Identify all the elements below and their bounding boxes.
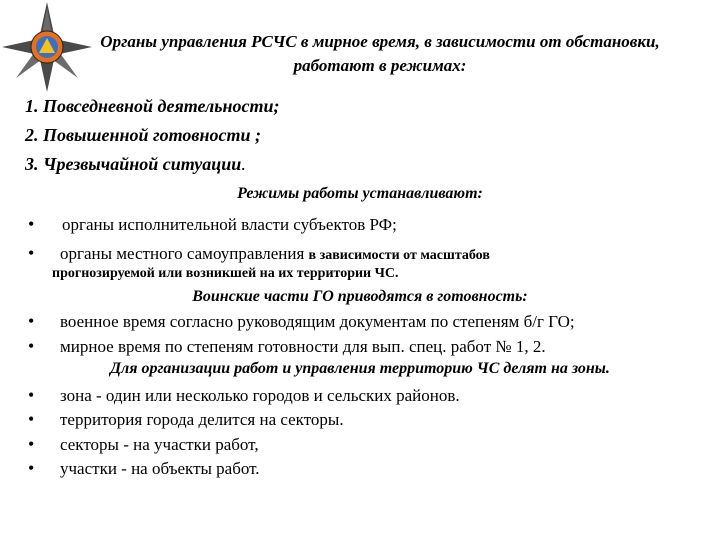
- mode-item: 3. Чрезвычайной ситуации.: [25, 154, 246, 174]
- section-heading: Для организации работ и управления территорию ЧС делят на зоны.: [110, 360, 610, 377]
- bullet-icon: •: [28, 336, 35, 356]
- mode-item: 2. Повышенной готовности ;: [25, 125, 261, 145]
- mchs-emblem-icon: [0, 0, 94, 94]
- section-heading: Режимы работы устанавливают:: [237, 185, 483, 202]
- bullet-icon: •: [28, 385, 35, 405]
- section-heading: Воинские части ГО приводятся в готовность:: [192, 288, 528, 305]
- bullet-icon: •: [28, 214, 35, 234]
- bullet-icon: •: [28, 409, 35, 429]
- bullet-icon: •: [28, 243, 35, 263]
- mode-item: 1. Повседневной деятельности;: [25, 96, 280, 116]
- bullet-icon: •: [28, 434, 35, 454]
- list-item-continuation: прогнозируемой или возникшей на их территории ЧС.: [52, 266, 399, 281]
- bullet-icon: •: [28, 458, 35, 478]
- page-title: Органы управления РСЧС в мирное время, в зависимости от обстановки, работают в режимах:: [100, 32, 660, 75]
- bullet-icon: •: [28, 311, 35, 331]
